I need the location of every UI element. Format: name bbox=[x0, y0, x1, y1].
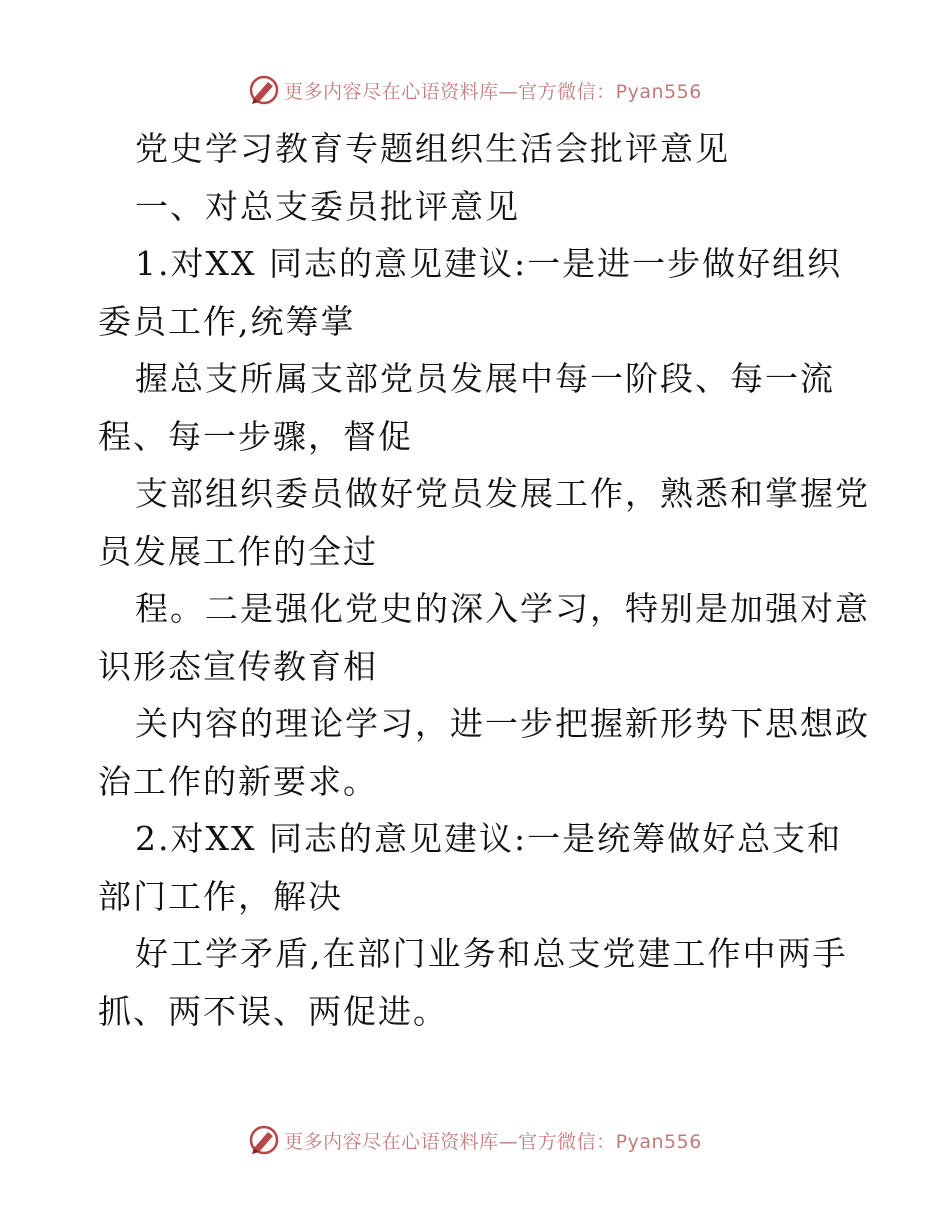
header-banner bbox=[0, 70, 950, 110]
footer-banner bbox=[0, 1120, 950, 1160]
document-body bbox=[98, 120, 868, 1040]
paragraph-line: 委员工作,统筹掌 bbox=[98, 301, 356, 341]
paragraph-line: 程。二是强化党史的深入学习，特别是加强对意 bbox=[135, 589, 870, 628]
paragraph-line: 好工学矛盾,在部门业务和总支党建工作中两手 bbox=[135, 934, 848, 973]
footer-banner-text: 更多内容尽在心语资料库—官方微信：Pyan556 bbox=[284, 1130, 702, 1153]
paragraph-line: 部门工作，解决 bbox=[98, 876, 343, 916]
paragraph-line: 2.对XX 同志的意见建议:一是统筹做好总支和 bbox=[135, 819, 843, 858]
pen-logo-icon bbox=[248, 1124, 280, 1156]
paragraph-line: 1.对XX 同志的意见建议:一是进一步做好组织 bbox=[135, 244, 843, 283]
paragraph-line: 握总支所属支部党员发展中每一阶段、每一流 bbox=[135, 359, 835, 398]
header-banner-text: 更多内容尽在心语资料库—官方微信：Pyan556 bbox=[284, 80, 702, 103]
paragraph-line: 程、每一步骤，督促 bbox=[98, 416, 413, 456]
paragraph-line: 识形态宣传教育相 bbox=[98, 646, 378, 686]
section-heading: 一、对总支委员批评意见 bbox=[135, 186, 520, 226]
paragraph-line: 员发展工作的全过 bbox=[98, 531, 378, 571]
paragraph-line: 抓、两不误、两促进。 bbox=[98, 991, 448, 1031]
paragraph-line: 关内容的理论学习，进一步把握新形势下思想政 bbox=[135, 704, 870, 743]
paragraph-line: 支部组织委员做好党员发展工作，熟悉和掌握党 bbox=[135, 474, 870, 513]
paragraph-line: 治工作的新要求。 bbox=[98, 761, 378, 801]
document-title: 党史学习教育专题组织生活会批评意见 bbox=[135, 129, 730, 168]
pen-logo-icon bbox=[248, 74, 280, 106]
